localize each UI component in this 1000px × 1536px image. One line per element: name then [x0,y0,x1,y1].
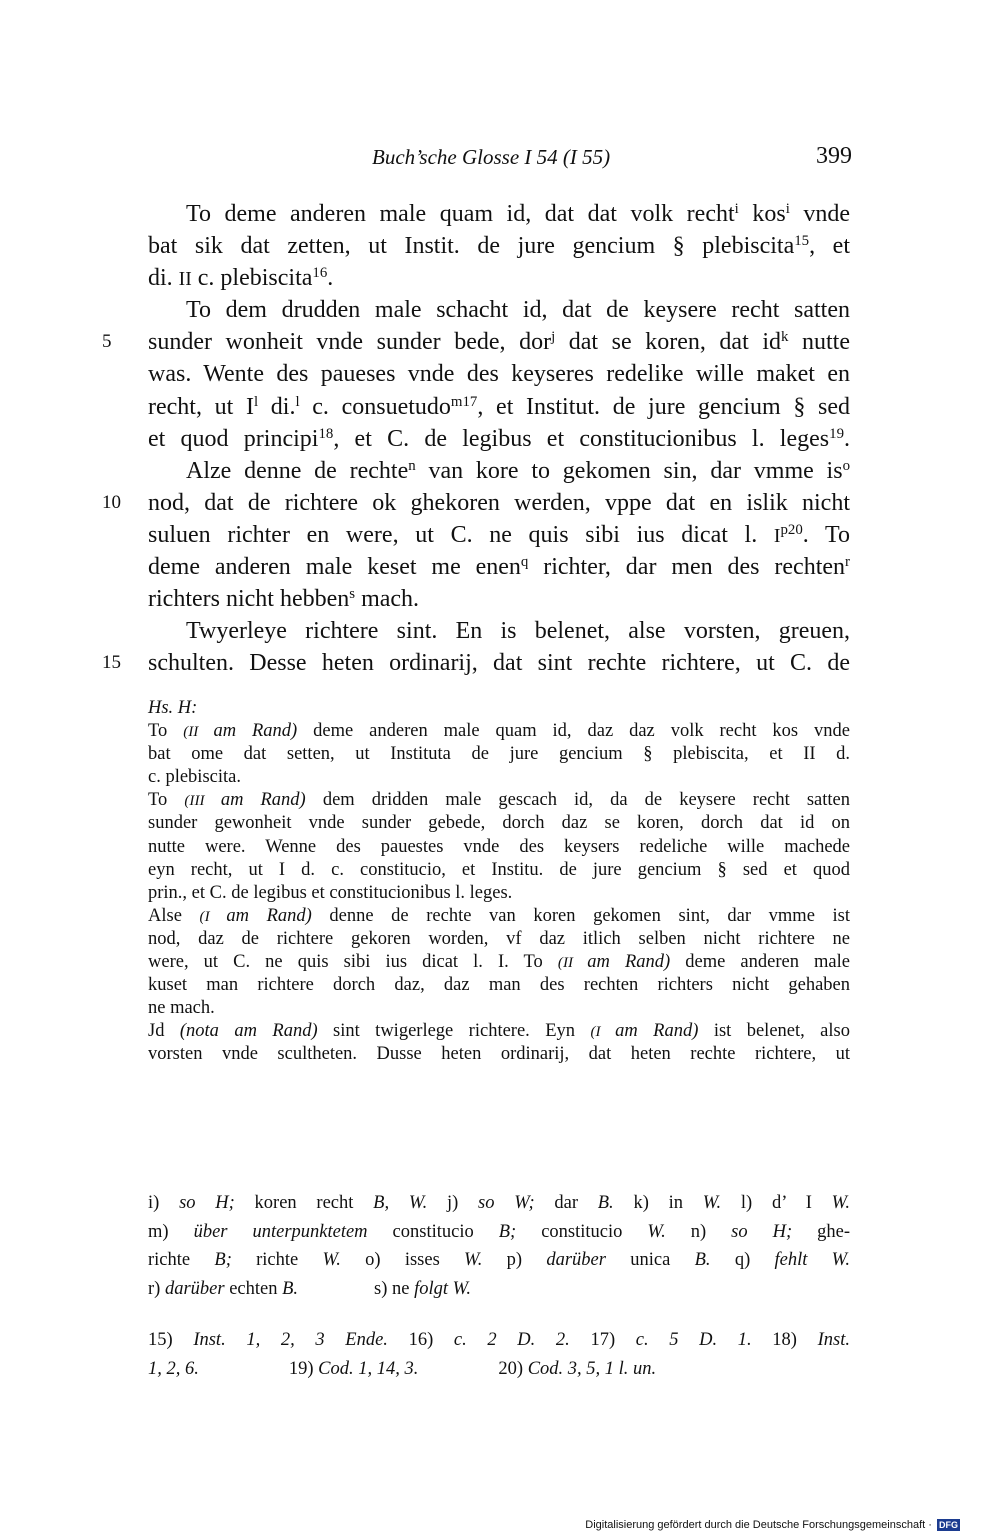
text-line: et quod principi$^{18}$, et C. de legibus et constitucionibus l. leges$^{19}$. [148,425,850,452]
source-18-cont: 1, 2, 6. [148,1358,199,1379]
text-line: Alze denne de rechte$^n$ van kore to gekomen sin, dar vmme $is^o$ [186,457,850,484]
ms-line: Alse (I am Rand) denne de rechte van koren gekomen sint, dar vmme ist [148,905,850,926]
source-20: 20) Cod. 3, 5, 1 l. un. [498,1358,657,1379]
text-line: di. II c. plebiscita$^{16}$. [148,265,334,292]
running-head: Buch’sche Glosse I 54 (I 55) [372,145,611,169]
text-line: recht, ut $I^l$ di.$^l$ c. consuetudo$^{m17}$, et Institut. de jure gencium § sed [148,393,851,420]
text-line: 10 nod, dat de richtere ok ghekoren werden, vppe dat en islik nicht [148,487,850,519]
text-line: deme anderen male keset me enen$^q$ richter, dar men des rechten$^r$ [148,553,850,581]
source-line [148,1355,850,1384]
text-line: 15 schulten. Desse heten ordinarij, dat sint rechte richtere, ut C. de [148,647,850,679]
note-s: s) ne folgt W. [374,1278,472,1299]
ms-line: bat ome dat setten, ut Instituta de jure gencium § plebiscita, et II d. [148,744,850,765]
note-j: j) so W; dar B. [446,1193,614,1213]
apparatus-line [148,1275,850,1304]
text-line: bat sik dat zetten, ut Instit. de jure gencium § plebiscita$^{15}$, et [148,232,850,260]
note-n: n) so H; ghe- [690,1221,850,1242]
apparatus-line [148,1189,850,1218]
note-o: o) isses W. [365,1250,483,1270]
ms-line: nutte were. Wenne des pauestes vnde des keysers redeliche wille machede [148,836,850,857]
source-16: 16) c. 2 D. 2. [408,1330,570,1350]
ms-line: c. plebiscita. [148,767,241,788]
text-line: 5 sunder wonheit vnde sunder bede, dor$^j$ dat se koren, dat $id^k$ nutte [148,326,850,358]
text-line: was. Wente des paueses vnde des keyseres redelike wille maket en [148,361,850,388]
manuscript-heading: Hs. H: [148,698,198,718]
ms-line: prin., et C. de legibus et constitucionibus l. leges. [148,882,513,903]
line-number: 5 [102,331,112,353]
apparatus-line [148,1246,850,1275]
line-number: 15 [102,652,121,674]
critical-apparatus [148,1189,850,1303]
note-q: q) fehlt W. [734,1250,850,1270]
ms-line: To (II am Rand) deme anderen male quam id, daz daz volk recht kos vnde [148,721,851,742]
ms-line: were, ut C. ne quis sibi ius dicat l. I. To (II am Rand) deme anderen male [148,952,850,973]
ms-line: To (III am Rand) dem dridden male gescach id, da de keysere recht satten [148,790,851,811]
ms-line: nod, daz de richtere gekoren worden, vf daz itlich selben nicht richtere ne [148,928,850,949]
line-number: 10 [102,491,121,513]
source-19: 19) Cod. 1, 14, 3. [288,1358,419,1379]
note-l: l) d’ I W. [740,1193,851,1213]
ms-line: Jd (nota am Rand) sint twigerlege richtere. Eyn (I am Rand) ist belenet, also [148,1021,850,1042]
text-line: richters nicht hebben$^s$ mach. [148,585,420,613]
source-notes [148,1326,850,1383]
text-line: To dem drudden male schacht id, dat de keysere recht satten [186,297,850,324]
ms-line: sunder gewonheit vnde sunder gebede, dorch daz se koren, dorch dat id on [148,813,850,834]
dfg-logo: DFG [939,1520,958,1530]
note-n-cont: richte B; richte W. [148,1250,341,1270]
ms-line: vorsten vnde scultheten. Dusse heten ordinarij, dat heten rechte richtere, ut [148,1044,850,1065]
text-line: To deme anderen male quam id, dat dat volk recht$^i$ kos$^i$ vnde [186,200,851,227]
text-line: Twyerleye richtere sint. En is belenet, alse vorsten, greuen, [186,618,850,645]
note-r: r) darüber echten B. [148,1278,299,1299]
source-line [148,1326,850,1355]
ms-line: kuset man richtere dorch daz, daz man des rechten richters nicht gehaben [148,975,850,996]
source-15: 15) Inst. 1, 2, 3 Ende. [148,1330,388,1350]
source-17: 17) c. 5 D. 1. [590,1330,752,1350]
source-18: 18) Inst. [772,1330,850,1350]
text-line: suluen richter en were, ut C. ne quis sibi ius dicat l. $I^{p20}$. To [148,521,850,548]
main-text [102,198,851,679]
note-m: m) über unterpunktetem constitucio B; constitucio W. [148,1221,666,1242]
ms-line: eyn recht, ut I d. c. constitucio, et Institu. de jure gencium § sed et quod [148,859,850,880]
apparatus-line [148,1218,850,1247]
note-i: i) so H; koren recht B, W. [148,1193,428,1213]
digitization-credit: Digitalisierung gefördert durch die Deutsche Forschungsgemeinschaft · DFG [585,1519,958,1531]
note-p: p) darüber unica B. [506,1250,711,1270]
ms-line: ne mach. [148,998,215,1019]
page-number: 399 [816,143,852,169]
note-k: k) in W. [633,1193,722,1213]
manuscript-h-text [148,697,850,1067]
